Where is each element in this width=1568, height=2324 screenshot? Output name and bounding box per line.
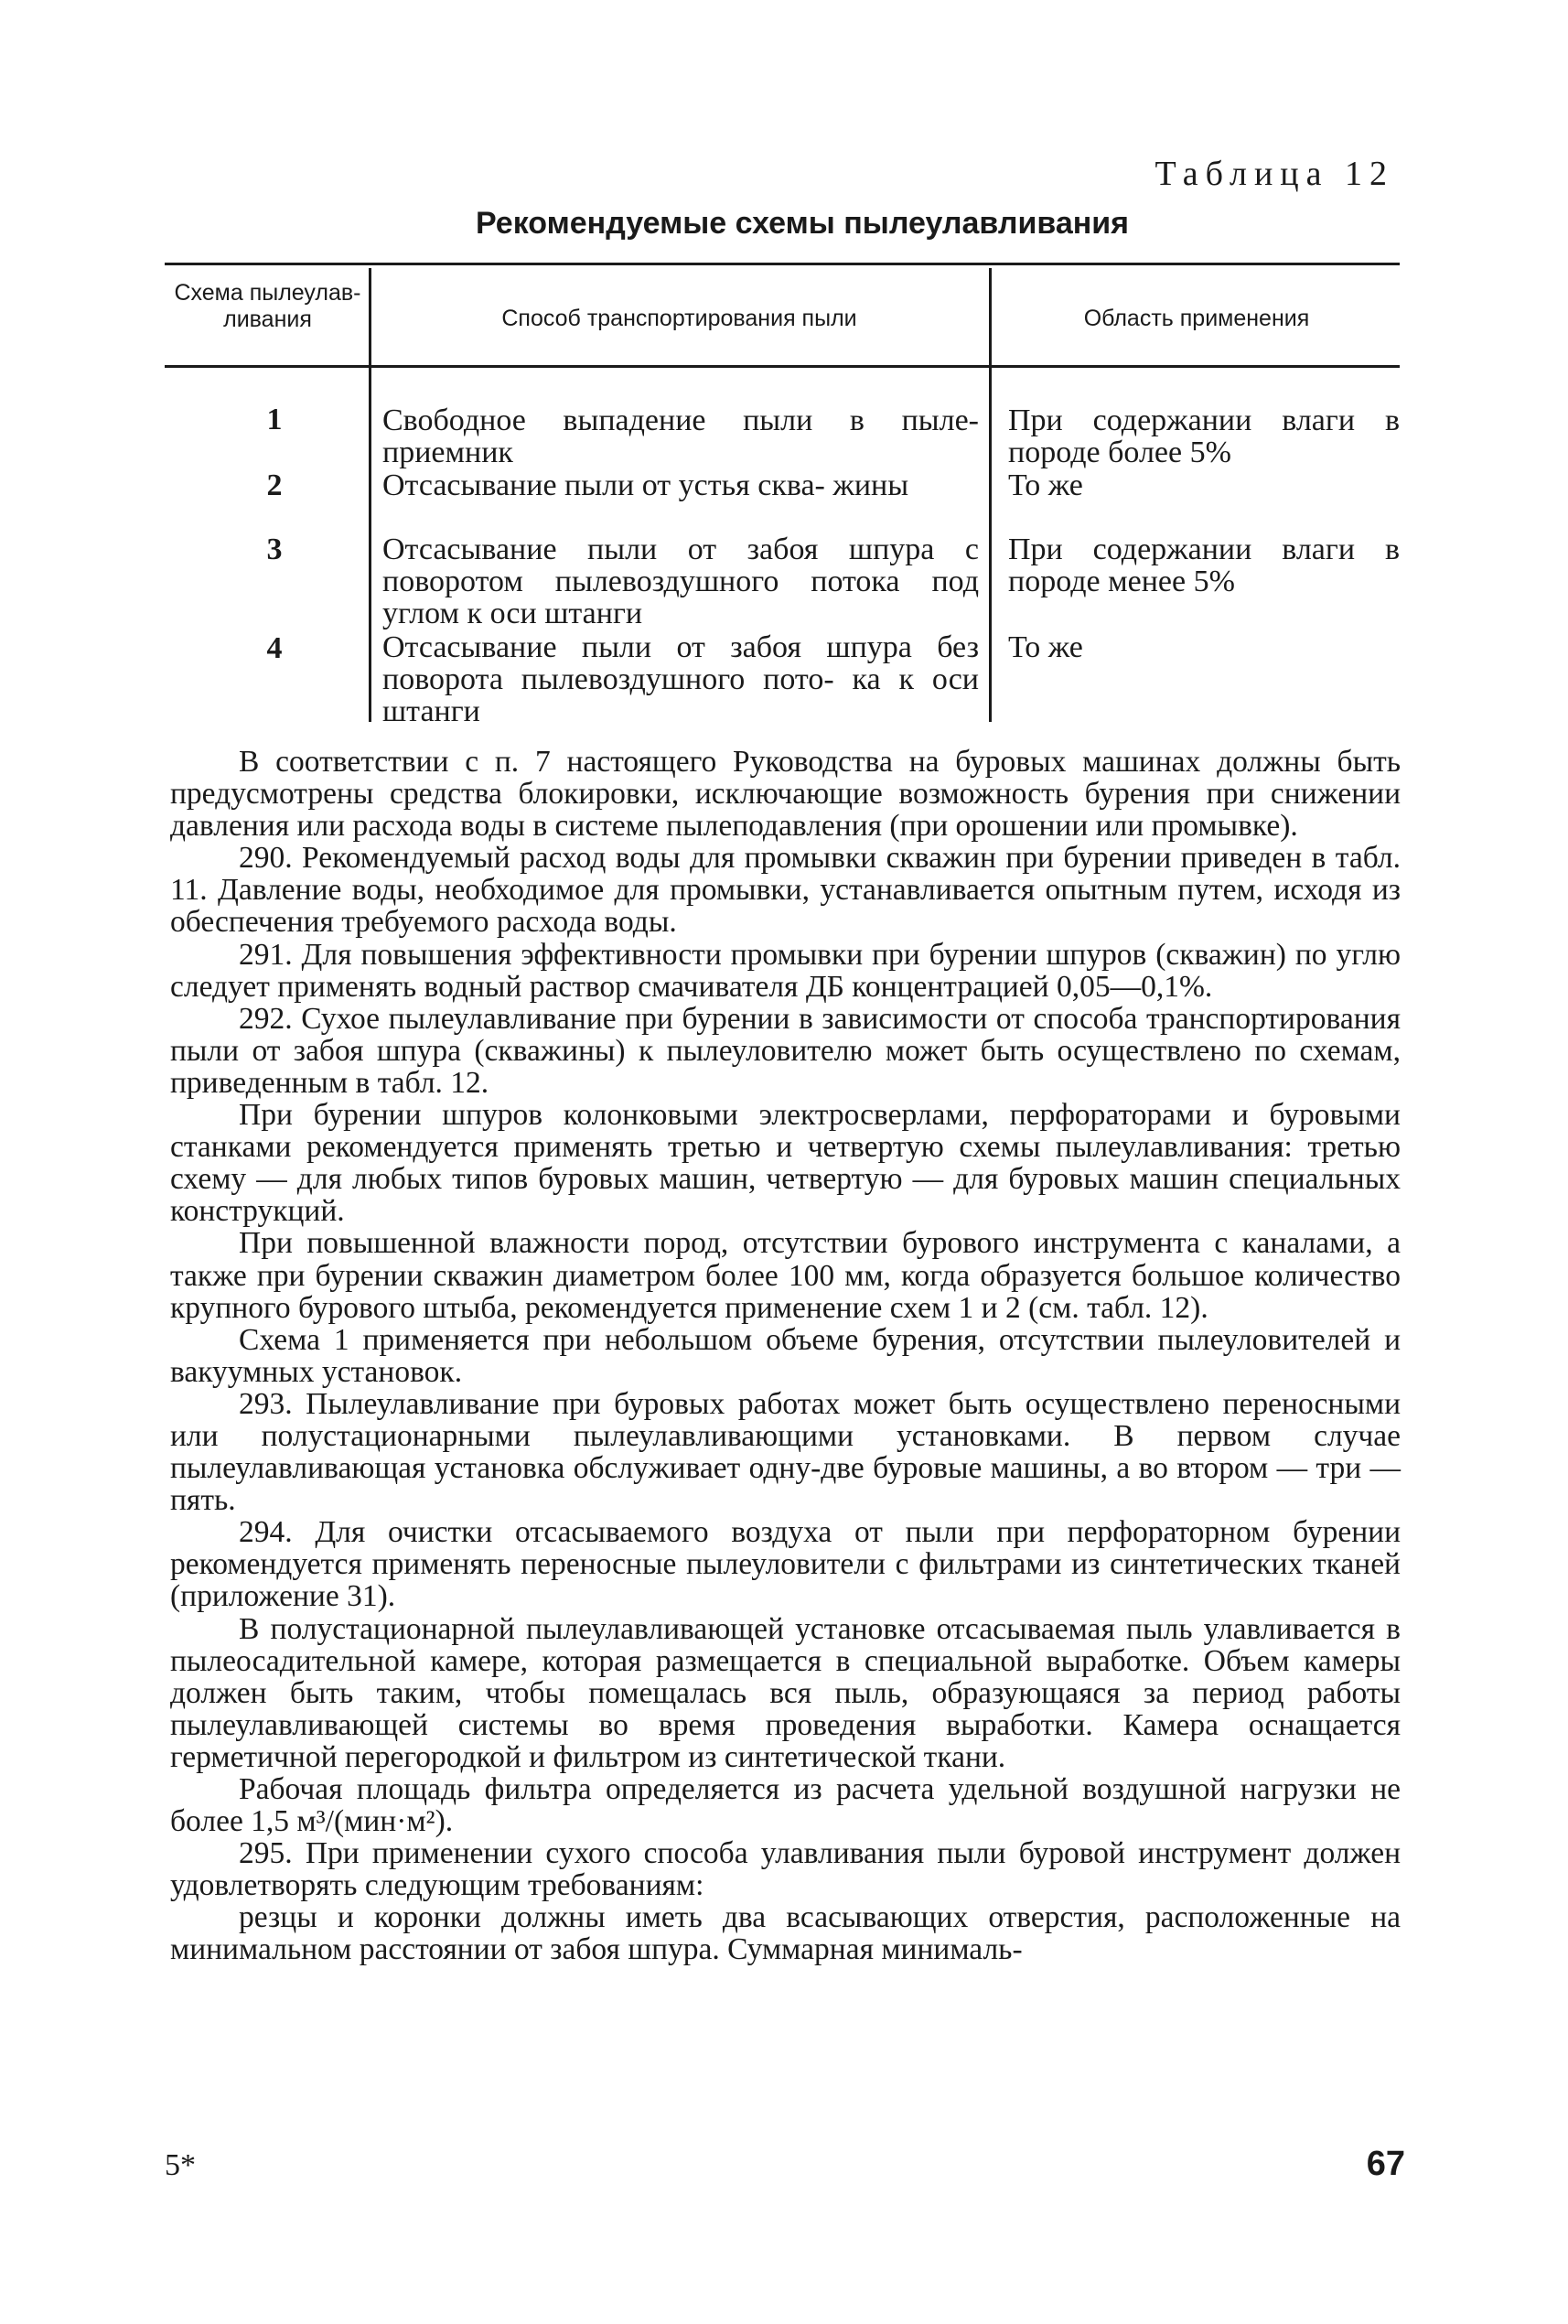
table-header-rule xyxy=(165,365,1400,368)
header-area: Область применения xyxy=(1083,306,1310,331)
table-title: Рекомендуемые схемы пылеулавливания xyxy=(475,206,1130,241)
paragraph-292: 292. Сухое пылеулавливание при бурении в зависимости от способа транспортирования пыли от забоя шпура (скважины) к пылеуловителю может быть осуществлено по схемам, приведенным в табл. 12. xyxy=(170,1001,1401,1100)
paragraph: Схема 1 применяется при небольшом объеме бурения, отсутствии пылеуловителей и вакуумных установок. xyxy=(170,1322,1401,1389)
row-2-number: 2 xyxy=(266,468,283,502)
row-3-area: При содержании влаги в породе менее 5% xyxy=(1008,533,1400,598)
paragraph: При бурении шпуров колонковыми электросверлами, перфораторами и буровыми станками рекомендуется применять третью и четвертую схемы пылеулавливания: третью схему — для любых типов буровых машин, четвертую — для буровых машин специальных конструкций. xyxy=(170,1098,1401,1229)
paragraph-294: 294. Для очистки отсасываемого воздуха от пыли при перфораторном бурении рекомендуется применять переносные пылеуловители с фильтрами из синтетических тканей (приложение 31). xyxy=(170,1515,1401,1614)
paragraph: При повышенной влажности пород, отсутствии бурового инструмента с каналами, а также при бурении скважин диаметром более 100 мм, когда образуется большое количество крупного бурового штыба, рекомендуется применение схем 1 и 2 (см. табл. 12). xyxy=(170,1226,1401,1325)
row-3-method: Отсасывание пыли от забоя шпура с поворотом пылевоздушного потока под углом к оси штанги xyxy=(382,533,979,630)
paragraph: В полустационарной пылеулавливающей установке отсасываемая пыль улавливается в пылеосадительной камере, которая размещается в специальной выработке. Объем камеры должен быть таким, чтобы помещалась вся пыль, образующаяся за период работы пылеулавливающей системы во время проведения выработки. Камера оснащается герметичной перегородкой и фильтром из синтетической ткани. xyxy=(170,1611,1401,1774)
table-label: Таблица 12 xyxy=(1155,155,1394,193)
row-1-method: Свободное выпадение пыли в пыле- приемник xyxy=(382,403,979,469)
table-top-rule xyxy=(165,263,1400,265)
row-3-number: 3 xyxy=(266,533,283,566)
page-number: 67 xyxy=(1366,2145,1405,2183)
paragraph: резцы и коронки должны иметь два всасывающих отверстия, расположенные на минимальном расстоянии от забоя шпура. Суммарная минималь- xyxy=(170,1900,1401,1967)
header-method: Способ транспортирования пыли xyxy=(501,306,857,331)
paragraph: Рабочая площадь фильтра определяется из расчета удельной воздушной нагрузки не более 1,5 м³/(мин·м²). xyxy=(170,1772,1401,1839)
row-1-area: При содержании влаги в породе более 5% xyxy=(1008,403,1400,469)
row-2-method: Отсасывание пыли от устья сква- жины xyxy=(382,468,909,502)
body-text xyxy=(170,746,1401,1966)
table-column-divider-2 xyxy=(989,268,992,722)
signature-mark: 5* xyxy=(165,2148,196,2182)
table-column-divider-1 xyxy=(369,268,371,722)
row-2-area: То же xyxy=(1008,468,1083,502)
header-scheme: Схема пылеулав- ливания xyxy=(174,280,361,332)
paragraph-291: 291. Для повышения эффективности промывки при бурении шпуров (скважин) по углю следует применять водный раствор смачивателя ДБ концентрацией 0,05—0,1%. xyxy=(170,937,1401,1004)
paragraph: В соответствии с п. 7 настоящего Руководства на буровых машинах должны быть предусмотрены средства блокировки, исключающие возможность бурения при снижении давления или расхода воды в системе пылеподавления (при орошении или промывке). xyxy=(170,745,1401,844)
paragraph-293: 293. Пылеулавливание при буровых работах может быть осуществлено переносными или полустационарными пылеулавливающими установками. В первом случае пылеулавливающая установка обслуживает одну-две буровые машины, а во втором — три — пять. xyxy=(170,1386,1401,1518)
row-4-method: Отсасывание пыли от забоя шпура без поворота пылевоздушного пото- ка к оси штанги xyxy=(382,630,979,728)
row-4-number: 4 xyxy=(266,631,283,665)
paragraph-295: 295. При применении сухого способа улавливания пыли буровой инструмент должен удовлетворять следующим требованиям: xyxy=(170,1836,1401,1903)
row-1-number: 1 xyxy=(266,403,283,436)
row-4-area: То же xyxy=(1008,630,1083,664)
paragraph-290: 290. Рекомендуемый расход воды для промывки скважин при бурении приведен в табл. 11. Давление воды, необходимое для промывки, устанавливается опытным путем, исходя из обеспечения требуемого расхода воды. xyxy=(170,841,1401,940)
